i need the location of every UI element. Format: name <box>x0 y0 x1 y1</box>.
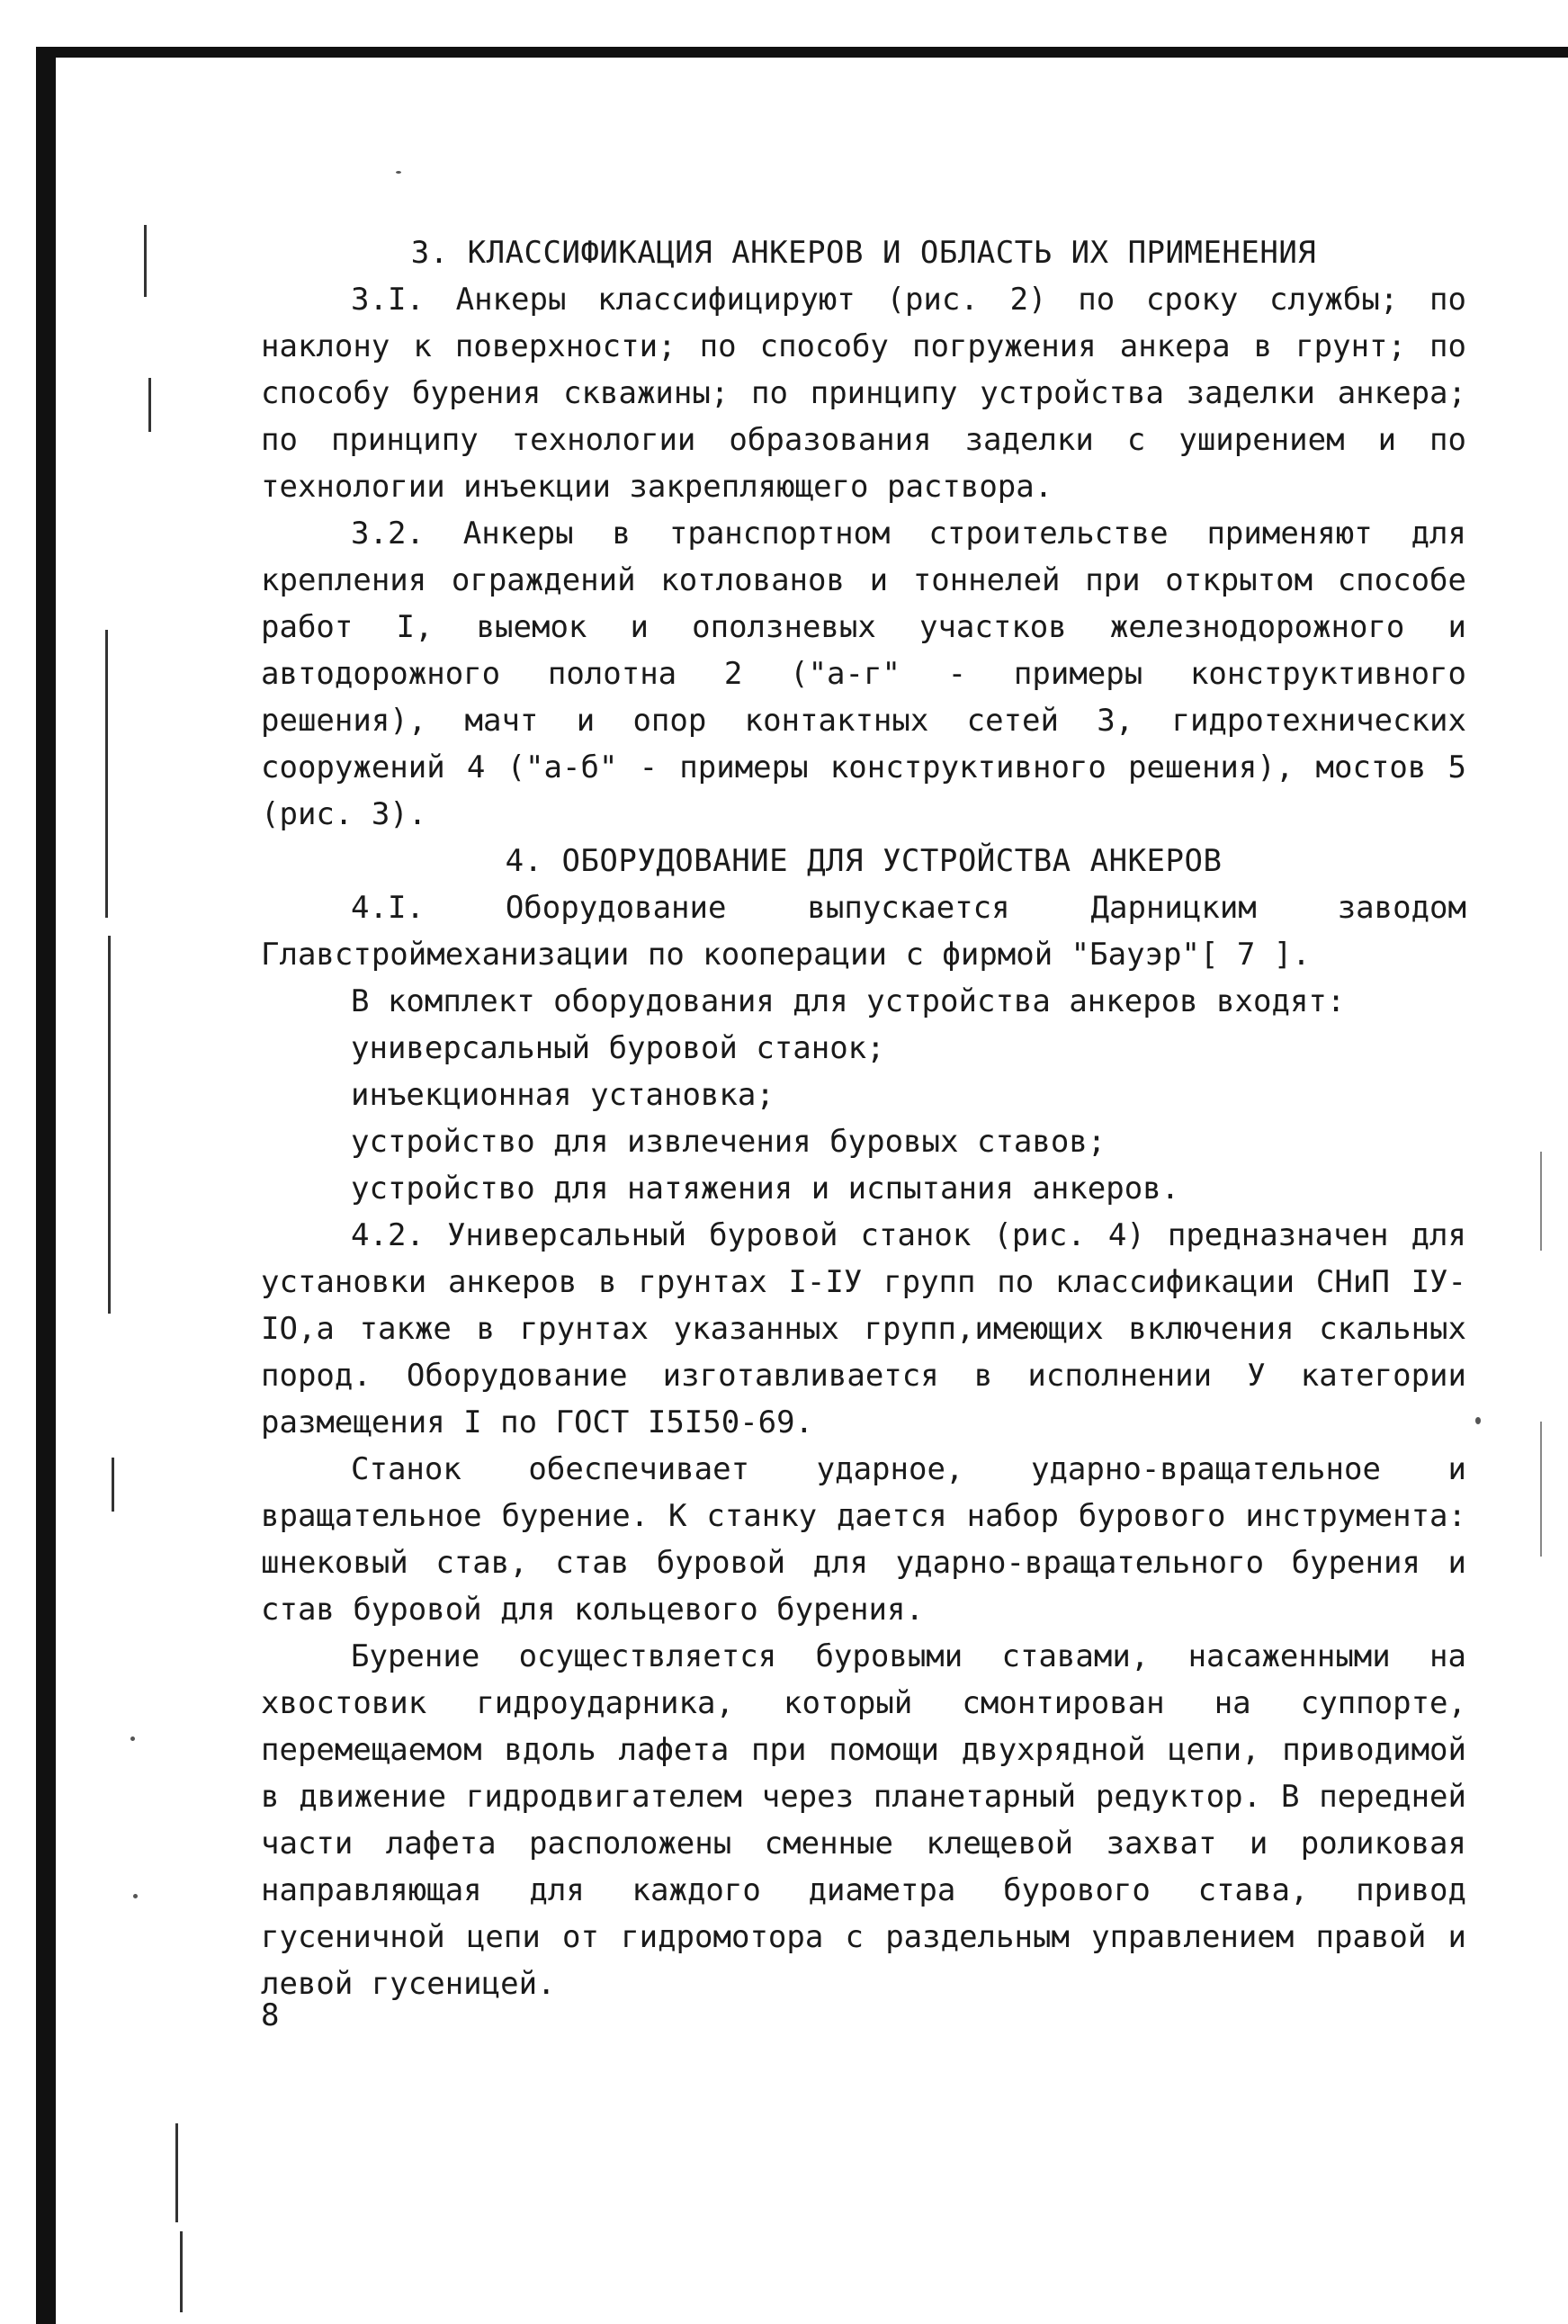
margin-mark <box>105 630 108 918</box>
kit-item: универсальный буровой станок; <box>351 1030 885 1066</box>
section-4-title: 4. ОБОРУДОВАНИЕ ДЛЯ УСТРОЙСТВА АНКЕРОВ <box>505 843 1223 879</box>
margin-mark <box>144 225 147 297</box>
margin-mark <box>1540 1422 1542 1557</box>
page-number: 8 <box>261 1997 280 2033</box>
scan-speck <box>396 171 401 174</box>
margin-mark <box>108 936 111 1314</box>
scan-border-top <box>54 47 1568 58</box>
kit-item: устройство для извлечения буровых ставов; <box>351 1124 1107 1160</box>
kit-item: инъекционная установка; <box>351 1077 775 1113</box>
paragraph-drilling-types: Станок обеспечивает ударное, ударно-вращательное и вращательное бурение. К станку дается набор бурового инструмента: шнековый став, став буровой для ударно-вращательного бурения и став буровой для кольцевого бурения. <box>261 1451 1466 1628</box>
paragraph-3-1: 3.I. Анкеры классифицируют (рис. 2) по сроку службы; по наклону к поверхности; по способу погружения анкера в грунт; по способу бурения скважины; по принципу устройства заделки анкера; по принципу технологии образования заделки с уширением и по технологии инъекции закрепляющего раствора. <box>261 282 1466 505</box>
margin-mark <box>1540 1152 1542 1251</box>
margin-mark <box>148 378 151 432</box>
kit-intro: В комплект оборудования для устройства анкеров входят: <box>351 983 1346 1019</box>
section-3-title: 3. КЛАССИФИКАЦИЯ АНКЕРОВ И ОБЛАСТЬ ИХ ПРИМЕНЕНИЯ <box>410 235 1317 271</box>
paragraph-drilling-process: Бурение осуществляется буровыми ставами, насаженными на хвостовик гидроударника, который смонтирован на суппорте, перемещаемом вдоль лафета при помощи двухрядной цепи, приводимой в движение гидродвигателем через планетарный редуктор. В передней части лафета расположены сменные клещевой захват и роликовая направляющая для каждого диаметра бурового става, привод гусеничной цепи от гидромотора с раздельным управлением правой и левой гусеницей. <box>261 1638 1466 2002</box>
kit-item: устройство для натяжения и испытания анкеров. <box>351 1171 1180 1207</box>
scan-speck <box>130 1736 135 1741</box>
margin-mark <box>180 2231 183 2312</box>
margin-mark <box>112 1458 114 1512</box>
margin-mark <box>175 2123 178 2222</box>
document-page <box>261 229 1466 2007</box>
paragraph-4-2: 4.2. Универсальный буровой станок (рис. 4) предназначен для установки анкеров в грунтах I-IУ групп по классификации СНиП IУ-IO,а также в грунтах указанных групп,имеющих включения скальных пород. Оборудование изготавливается в исполнении У категории размещения I по ГОСТ I5I50-69. <box>261 1217 1466 1440</box>
paragraph-4-1: 4.I. Оборудование выпускается Дарницким заводом Главстроймеханизации по кооперации с фирмой "Бауэр"[ 7 ]. <box>261 890 1466 973</box>
scan-border-left <box>36 47 56 2324</box>
scan-speck <box>133 1894 138 1898</box>
scan-speck <box>1475 1417 1481 1424</box>
paragraph-3-2: 3.2. Анкеры в транспортном строительстве применяют для крепления ограждений котлованов и тоннелей при открытом способе работ I, выемок и оползневых участков железнодорожного и автодорожного полотна 2 ("а-г" - примеры конструктивного решения), мачт и опор контактных сетей 3, гидротехнических сооружений 4 ("а-б" - примеры конструктивного решения), мостов 5 (рис. 3). <box>261 516 1466 832</box>
